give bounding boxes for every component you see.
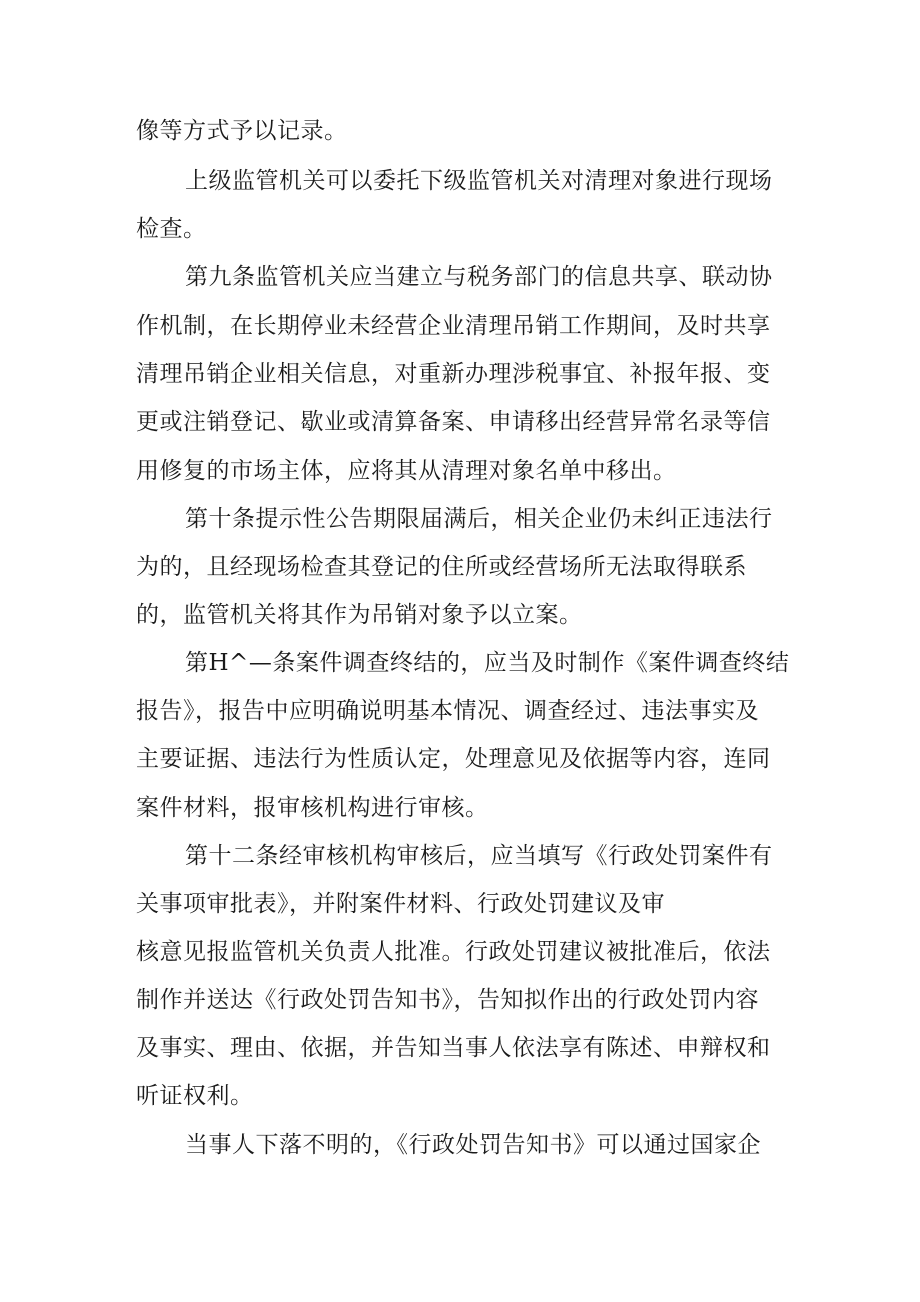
text-line: 主要证据、违法行为性质认定，处理意见及依据等内容，连同 (136, 746, 771, 772)
text-line: 用修复的市场主体，应将其从清理对象名单中移出。 (136, 458, 677, 484)
text-line: 第九条监管机关应当建立与税务部门的信息共享、联动协 (185, 264, 773, 290)
text-line: 报告》，报告中应明确说明基本情况、调查经过、违法事实及 (136, 698, 759, 724)
text-line: 像等方式予以记录。 (136, 118, 348, 144)
text-line: 清理吊销企业相关信息，对重新办理涉税事宜、补报年报、变 (136, 361, 771, 387)
text-line: 核意见报监管机关负责人批准。行政处罚建议被批准后，依法 (136, 939, 771, 965)
text-line: 的，监管机关将其作为吊销对象予以立案。 (136, 602, 583, 628)
text-line: 作机制，在长期停业未经营企业清理吊销工作期间，及时共享 (136, 313, 771, 339)
text-line: 第H^—条案件调查终结的，应当及时制作《案件调查终结 (185, 650, 790, 676)
text-line: 关事项审批表》，并附案件材料、行政处罚建议及审 (136, 891, 665, 917)
text-line: 上级监管机关可以委托下级监管机关对清理对象进行现场 (185, 168, 773, 194)
text-line: 第十条提示性公告期限届满后，相关企业仍未纠正违法行 (185, 506, 773, 532)
text-line: 当事人下落不明的，《行政处罚告知书》可以通过国家企 (185, 1132, 761, 1158)
text-line: 及事实、理由、依据，并告知当事人依法享有陈述、申辩权和 (136, 1035, 771, 1061)
text-line: 案件材料，报审核机构进行审核。 (136, 795, 489, 821)
text-line: 检查。 (136, 216, 207, 242)
text-line: 第十二条经审核机构审核后，应当填写《行政处罚案件有 (185, 843, 773, 869)
text-line: 更或注销登记、歇业或清算备案、申请移出经营异常名录等信 (136, 409, 771, 435)
text-line: 听证权利。 (136, 1083, 254, 1109)
text-line: 为的，且经现场检查其登记的住所或经营场所无法取得联系 (136, 554, 747, 580)
text-line: 制作并送达《行政处罚告知书》，告知拟作出的行政处罚内容 (136, 987, 759, 1013)
